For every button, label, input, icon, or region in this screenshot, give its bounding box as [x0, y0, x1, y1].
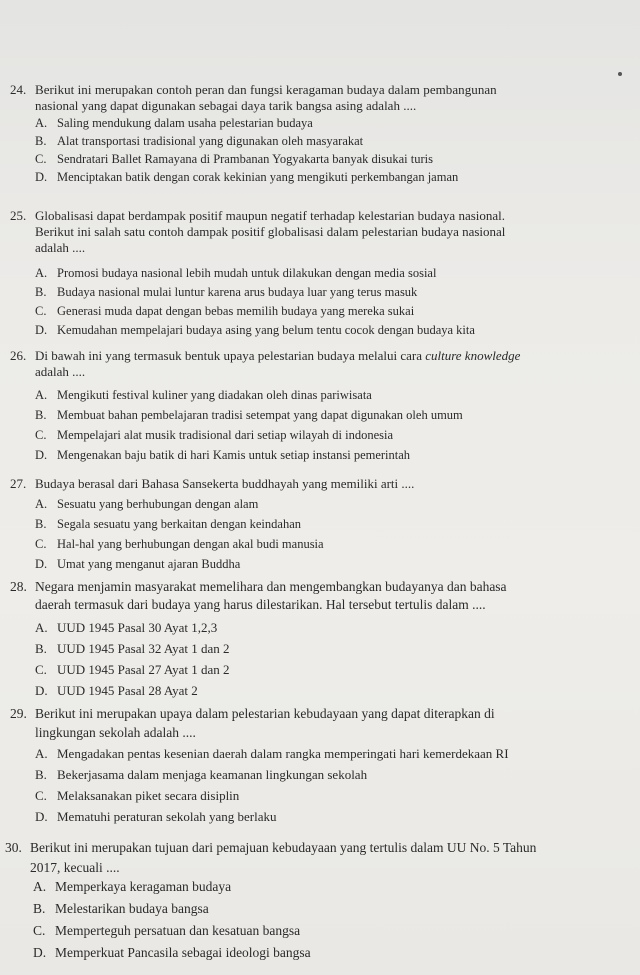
stem-line: adalah .... [35, 364, 86, 379]
option-a[interactable]: A. Mengadakan pentas kesenian daerah dalam rangka memperingati hari kemerdekaan RI [35, 746, 509, 761]
option-c[interactable]: C. Mempelajari alat musik tradisional dari setiap wilayah di indonesia [35, 428, 394, 442]
stem-line: Budaya berasal dari Bahasa Sansekerta buddhayah yang memiliki arti .... [35, 476, 415, 491]
option-d[interactable]: D. Menciptakan batik dengan corak kekinian yang mengikuti perkembangan jaman [35, 170, 459, 184]
option-a[interactable]: A. UUD 1945 Pasal 30 Ayat 1,2,3 [35, 620, 218, 635]
option-d[interactable]: D. UUD 1945 Pasal 28 Ayat 2 [35, 683, 198, 698]
question-number: 24. [10, 82, 27, 97]
question-number: 30. [5, 840, 22, 855]
stem-line: Berikut ini merupakan contoh peran dan fungsi keragaman budaya dalam pembangunan [35, 82, 497, 97]
option-b[interactable]: B. Membuat bahan pembelajaran tradisi setempat yang dapat digunakan oleh umum [35, 408, 463, 422]
stem-line: Negara menjamin masyarakat memelihara dan mengembangkan budayanya dan bahasa [35, 579, 507, 594]
question-number: 29. [10, 706, 27, 721]
option-b[interactable]: B. Alat transportasi tradisional yang digunakan oleh masyarakat [35, 134, 364, 148]
question-number: 26. [10, 348, 27, 363]
stem-line: Di bawah ini yang termasuk bentuk upaya pelestarian budaya melalui cara culture knowledge [35, 348, 521, 363]
option-d[interactable]: D. Memperkuat Pancasila sebagai ideologi bangsa [33, 945, 311, 960]
option-d[interactable]: D. Umat yang menganut ajaran Buddha [35, 557, 241, 571]
option-d[interactable]: D. Mengenakan baju batik di hari Kamis untuk setiap instansi pemerintah [35, 448, 411, 462]
option-d[interactable]: D. Kemudahan mempelajari budaya asing yang belum tentu cocok dengan budaya kita [35, 323, 475, 337]
question-stem [5, 838, 620, 878]
stem-line: Berikut ini salah satu contoh dampak positif globalisasi dalam pelestarian budaya nasional [35, 224, 506, 239]
option-b[interactable]: B. Melestarikan budaya bangsa [33, 901, 209, 916]
option-c[interactable]: C. Sendratari Ballet Ramayana di Prambanan Yogyakarta banyak disukai turis [35, 152, 433, 166]
option-c[interactable]: C. Generasi muda dapat dengan bebas memilih budaya yang mereka sukai [35, 304, 415, 318]
question-stem [10, 476, 610, 492]
option-b[interactable]: B. Bekerjasama dalam menjaga keamanan lingkungan sekolah [35, 767, 368, 782]
stem-line: lingkungan sekolah adalah .... [35, 725, 196, 740]
stem-line: adalah .... [35, 240, 86, 255]
question-stem [10, 704, 610, 742]
question-stem [10, 348, 610, 380]
option-a[interactable]: A. Mengikuti festival kuliner yang diadakan oleh dinas pariwisata [35, 388, 372, 402]
option-b[interactable]: B. Segala sesuatu yang berkaitan dengan keindahan [35, 517, 302, 531]
option-c[interactable]: C. Memperteguh persatuan dan kesatuan bangsa [33, 923, 301, 938]
option-a[interactable]: A. Memperkaya keragaman budaya [33, 879, 232, 894]
stem-line: 2017, kecuali .... [30, 860, 120, 875]
stem-line: nasional yang dapat digunakan sebagai daya tarik bangsa asing adalah .... [35, 98, 417, 113]
option-c[interactable]: C. UUD 1945 Pasal 27 Ayat 1 dan 2 [35, 662, 230, 677]
option-a[interactable]: A. Promosi budaya nasional lebih mudah untuk dilakukan dengan media sosial [35, 266, 437, 280]
stem-line: Globalisasi dapat berdampak positif maupun negatif terhadap kelestarian budaya nasional. [35, 208, 506, 223]
question-number: 25. [10, 208, 27, 223]
question-number: 28. [10, 579, 27, 594]
option-b[interactable]: B. UUD 1945 Pasal 32 Ayat 1 dan 2 [35, 641, 230, 656]
option-b[interactable]: B. Budaya nasional mulai luntur karena arus budaya luar yang terus masuk [35, 285, 418, 299]
stem-line: Berikut ini merupakan upaya dalam pelestarian kebudayaan yang dapat diterapkan di [35, 706, 495, 721]
stem-line: daerah termasuk dari budaya yang harus dilestarikan. Hal tersebut tertulis dalam .... [35, 597, 486, 612]
option-d[interactable]: D. Mematuhi peraturan sekolah yang berlaku [35, 809, 277, 824]
option-c[interactable]: C. Melaksanakan piket secara disiplin [35, 788, 240, 803]
question-stem [10, 82, 610, 114]
question-stem [10, 578, 610, 614]
option-a[interactable]: A. Saling mendukung dalam usaha pelestarian budaya [35, 116, 313, 130]
question-stem [10, 208, 610, 256]
question-number: 27. [10, 476, 27, 491]
stem-line: Berikut ini merupakan tujuan dari pemajuan kebudayaan yang tertulis dalam UU No. 5 Tahun [30, 840, 537, 855]
option-c[interactable]: C. Hal-hal yang berhubungan dengan akal budi manusia [35, 537, 324, 551]
option-a[interactable]: A. Sesuatu yang berhubungan dengan alam [35, 497, 259, 511]
speck-mark [618, 72, 622, 76]
